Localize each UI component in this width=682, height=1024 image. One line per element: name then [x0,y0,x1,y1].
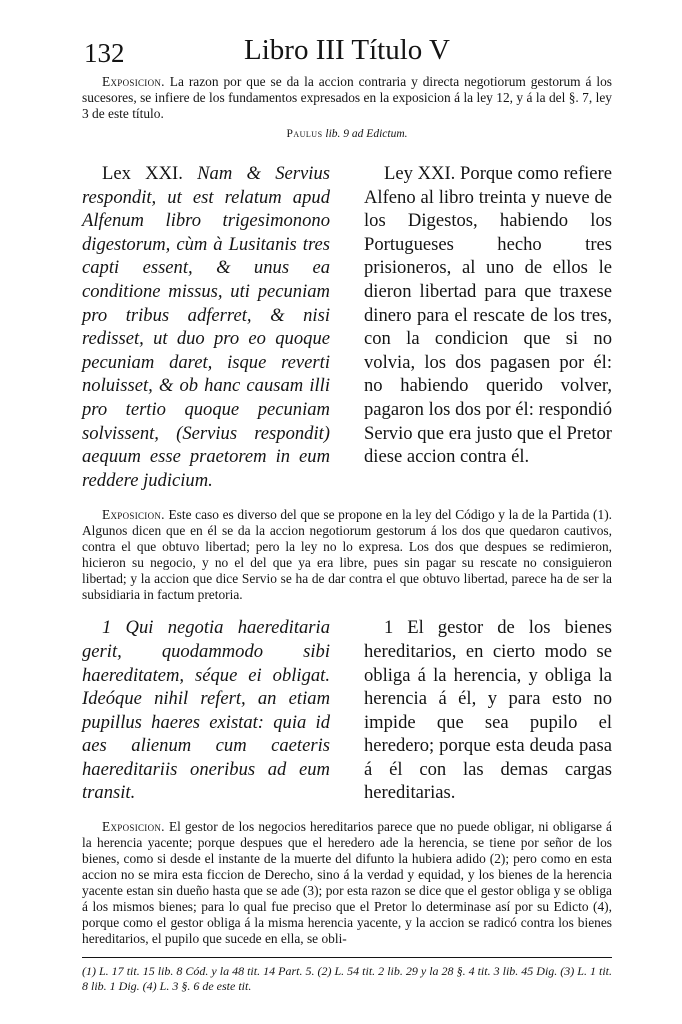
exposition-lead: Exposicion. [102,507,165,523]
spanish-column [364,616,612,805]
lex-21-latin [82,162,330,492]
section-1-columns [82,616,612,805]
latin-column [82,162,330,492]
section-1-spanish: 1 El gestor de los bienes hereditarios, en cierto modo se obliga á la herencia, y obliga la herencia á él, y para esto no impide que sea pupilo el heredero; porque esta deuda pasa á él con las demas cargas hereditarias. [364,617,612,804]
book-page [82,34,612,994]
page-number: 132 [84,38,125,68]
exposition-2 [82,507,612,603]
exposition-text: Este caso es diverso del que se propone en la ley del Código y la de la Partida (1). Algunos dicen que en él se da la accion negotiorum gestorum á los dos que quedaron cautivos, contra el que obtuvo libertad; pero la ley no lo expresa. Los dos que despues se redimieron, hicieron su negocio, y no el del que ya era libre, pues sin pagar su rescate no consiguieron libertad; y la accion que dice Servio se ha de dar contra el que obtuvo libertad, parece ha de ser la subsidiaria in factum pretoria. [82,507,612,603]
exposition-text: La razon por que se da la accion contraria y directa negotiorum gestorum á los sucesores, se infiere de los fundamentos expresados en la exposicion á la ley 12, y á la del §. 7, ley 3 de este título. [82,74,612,121]
lex-21-latin-text: Nam & Servius respondit, ut est relatum apud Alfenum libro trigesimonono digestorum, cùm à Lusitanis tres capti essent, & unus ea conditione missus, uti pecuniam pro tribus adferret, & nisi redisset, ut duo pro eo quoque pecuniam daret, isque reverti noluisset, & ob hanc causam illi pro tertio quoque pecuniam solvissent, (Servius respondit) aequum esse praetorem in eum reddere judicium. [82,163,330,491]
exposition-lead: Exposicion. [102,819,165,835]
footnotes: (1) L. 17 tit. 15 lib. 8 Cód. y la 48 tit. 14 Part. 5. (2) L. 54 tit. 2 lib. 29 y la 28 §. 4 tit. 3 lib. 45 Dig. (3) L. 1 tit. 8 lib. 1 Dig. (4) L. 3 §. 6 de este tit. [82,964,612,994]
lex-21-columns [82,162,612,492]
section-1-latin: 1 Qui negotia haereditaria gerit, quodammodo sibi haereditatem, séque ei obligat. Ideóque nihil refert, an etiam pupillus haeres existat: quia id aes alienum cum caeteris haereditariis oneribus ad eum transit. [82,617,330,804]
latin-column [82,616,330,805]
running-title: Libro III Título V [244,34,450,66]
source-work: lib. 9 ad Edictum. [325,128,408,140]
source-citation [82,128,612,140]
ley-21-spanish: Ley XXI. Porque como refiere Alfeno al libro treinta y nueve de los Digestos, habiendo los Portugueses hecho tres prisioneros, al uno de ellos le dieron libertad para que traxese dinero para el rescate de los tres, con la condicion que si no volvia, los dos pagasen por él: no habiendo querido volver, pagaron los dos por él: respondió Servio que era justo que el Pretor diese accion contra él. [364,163,612,468]
source-author: Paulus [286,128,323,140]
exposition-text: El gestor de los negocios hereditarios parece que no puede obligar, ni obligarse á la herencia yacente; porque despues que el heredero ade la herencia, se tiene por señor de los bienes, como si desde el instante de la muerte del difunto la hubiera adido (2); pero como en esta accion no se mira esta ficcion de Derecho, sino á la verdad y equidad, y los bienes de la herencia yacente estan sin dueño hasta que se ade (3); por esta razon se dice que el gestor obliga y se obliga á los mismos bienes; para lo qual fue preciso que el Pretor lo determinase así por su Edicto (4), porque como el gestor obliga á la misma herencia yacente, y la accion se radicó contra los bienes hereditarios, el pupilo que sucede en ella, se obli- [82,819,612,947]
exposition-lead: Exposicion. [102,74,165,89]
lex-21-heading: Lex XXI. [102,163,183,184]
footnote-rule [82,957,612,958]
exposition-3 [82,819,612,947]
spanish-column [364,162,612,492]
page-header [82,34,612,74]
intro-exposition [82,74,612,122]
